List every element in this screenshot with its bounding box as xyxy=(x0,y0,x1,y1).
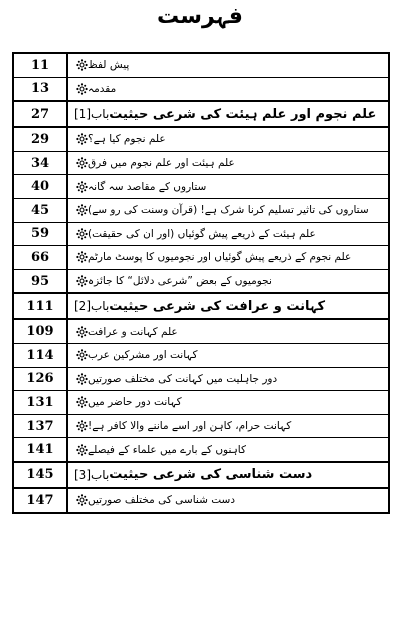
page-number: 27 xyxy=(14,102,68,126)
entry-label: علم کہانت و عرافت xyxy=(88,325,178,338)
entry-text-cell xyxy=(68,223,388,246)
entry-label: ستاروں کی تاثیر تسلیم کرنا شرک ہے! (قرآن وسنت کی رو سے) xyxy=(88,204,369,217)
entry-label: پیش لفظ xyxy=(88,59,130,72)
page-number: 29 xyxy=(14,128,68,151)
entry-text-cell xyxy=(68,246,388,269)
page-number: 40 xyxy=(14,175,68,198)
page-number: 126 xyxy=(14,368,68,391)
toc-row[interactable] xyxy=(14,152,388,176)
page-number: 95 xyxy=(14,270,68,293)
page-number: 45 xyxy=(14,199,68,222)
toc-row[interactable] xyxy=(14,128,388,152)
chapter-prefix xyxy=(74,468,109,482)
entry-label: کہانت اور مشرکین عرب xyxy=(88,349,198,362)
page-number: 13 xyxy=(14,78,68,101)
chapter-title: کہانت و عرافت کی شرعی حیثیت xyxy=(109,298,326,314)
chapter-word: باب xyxy=(91,467,110,482)
chapter-word: باب xyxy=(91,107,110,122)
toc-row[interactable] xyxy=(14,78,388,102)
entry-text-cell xyxy=(68,415,388,438)
entry-label: علم نجوم کے ذریعے پیش گوئیاں اور نجومیوں کا پوسٹ مارٹم xyxy=(88,251,352,264)
flower-bullet-icon xyxy=(76,157,88,169)
entry-text-cell xyxy=(68,78,388,101)
entry-text-cell xyxy=(68,175,388,198)
flower-bullet-icon xyxy=(76,251,88,263)
toc-row[interactable] xyxy=(14,344,388,368)
toc-table xyxy=(12,52,390,514)
flower-bullet-icon xyxy=(76,133,88,145)
chapter-row[interactable] xyxy=(14,293,388,320)
entry-text-cell xyxy=(68,368,388,391)
entry-text-cell xyxy=(68,344,388,367)
flower-bullet-icon xyxy=(76,228,88,240)
chapter-text-cell xyxy=(68,294,388,318)
chapter-text-cell xyxy=(68,463,388,487)
page-number: 11 xyxy=(14,54,68,77)
entry-text-cell xyxy=(68,489,388,512)
entry-label: کہانت حرام، کاہن اور اسے ماننے والا کافر ہے! xyxy=(88,420,292,433)
toc-row[interactable] xyxy=(14,54,388,78)
flower-bullet-icon xyxy=(76,59,88,71)
chapter-title: علم نجوم اور علم ہیئت کی شرعی حیثیت xyxy=(109,106,377,122)
chapter-prefix xyxy=(74,107,109,121)
chapter-word: باب xyxy=(91,299,110,314)
entry-text-cell xyxy=(68,320,388,343)
entry-label: نجومیوں کے بعض ”شرعی دلائل“ کا جائزہ xyxy=(88,275,272,288)
toc-row[interactable] xyxy=(14,489,388,512)
toc-row[interactable] xyxy=(14,415,388,439)
toc-row[interactable] xyxy=(14,368,388,392)
flower-bullet-icon xyxy=(76,494,88,506)
chapter-row[interactable] xyxy=(14,101,388,128)
entry-label: دست شناسی کی مختلف صورتیں xyxy=(88,494,236,507)
chapter-number: [2] xyxy=(74,299,91,314)
flower-bullet-icon xyxy=(76,204,88,216)
flower-bullet-icon xyxy=(76,444,88,456)
entry-label: علم ہیئت کے ذریعے پیش گوئیاں (اور ان کی حقیقت) xyxy=(88,227,316,240)
page-title: فہرست xyxy=(157,4,243,29)
entry-text-cell xyxy=(68,391,388,414)
entry-text-cell xyxy=(68,128,388,151)
page-number: 114 xyxy=(14,344,68,367)
page-number: 66 xyxy=(14,246,68,269)
page-number: 141 xyxy=(14,438,68,461)
chapter-text-cell xyxy=(68,102,388,126)
entry-label: کاہنوں کے بارے میں علماء کے فیصلے xyxy=(88,443,246,456)
page-number: 145 xyxy=(14,463,68,487)
flower-bullet-icon xyxy=(76,396,88,408)
page-number: 147 xyxy=(14,489,68,512)
toc-row[interactable] xyxy=(14,438,388,462)
page-number: 131 xyxy=(14,391,68,414)
flower-bullet-icon xyxy=(76,275,88,287)
chapter-number: [3] xyxy=(74,467,91,482)
chapter-prefix xyxy=(74,299,109,313)
entry-label: علم ہیئت اور علم نجوم میں فرق xyxy=(88,157,235,170)
toc-row[interactable] xyxy=(14,391,388,415)
toc-row[interactable] xyxy=(14,270,388,294)
entry-text-cell xyxy=(68,152,388,175)
page-number: 109 xyxy=(14,320,68,343)
entry-text-cell xyxy=(68,199,388,222)
flower-bullet-icon xyxy=(76,83,88,95)
toc-row[interactable] xyxy=(14,246,388,270)
page-number: 137 xyxy=(14,415,68,438)
toc-row[interactable] xyxy=(14,223,388,247)
flower-bullet-icon xyxy=(76,181,88,193)
entry-label: کہانت دور حاضر میں xyxy=(88,396,182,409)
flower-bullet-icon xyxy=(76,326,88,338)
entry-label: دور جاہلیت میں کہانت کی مختلف صورتیں xyxy=(88,372,278,385)
toc-row[interactable] xyxy=(14,199,388,223)
chapter-title: دست شناسی کی شرعی حیثیت xyxy=(109,467,313,483)
entry-label: ستاروں کے مقاصد سہ گانہ xyxy=(88,180,207,193)
entry-text-cell xyxy=(68,438,388,461)
entry-text-cell xyxy=(68,270,388,293)
flower-bullet-icon xyxy=(76,373,88,385)
chapter-row[interactable] xyxy=(14,462,388,489)
page-number: 34 xyxy=(14,152,68,175)
page-number: 111 xyxy=(14,294,68,318)
entry-label: مقدمہ xyxy=(88,82,117,95)
page-number: 59 xyxy=(14,223,68,246)
toc-row[interactable] xyxy=(14,175,388,199)
chapter-number: [1] xyxy=(74,107,91,122)
entry-text-cell xyxy=(68,54,388,77)
flower-bullet-icon xyxy=(76,420,88,432)
toc-row[interactable] xyxy=(14,320,388,344)
flower-bullet-icon xyxy=(76,349,88,361)
entry-label: علم نجوم کیا ہے؟ xyxy=(88,133,166,146)
